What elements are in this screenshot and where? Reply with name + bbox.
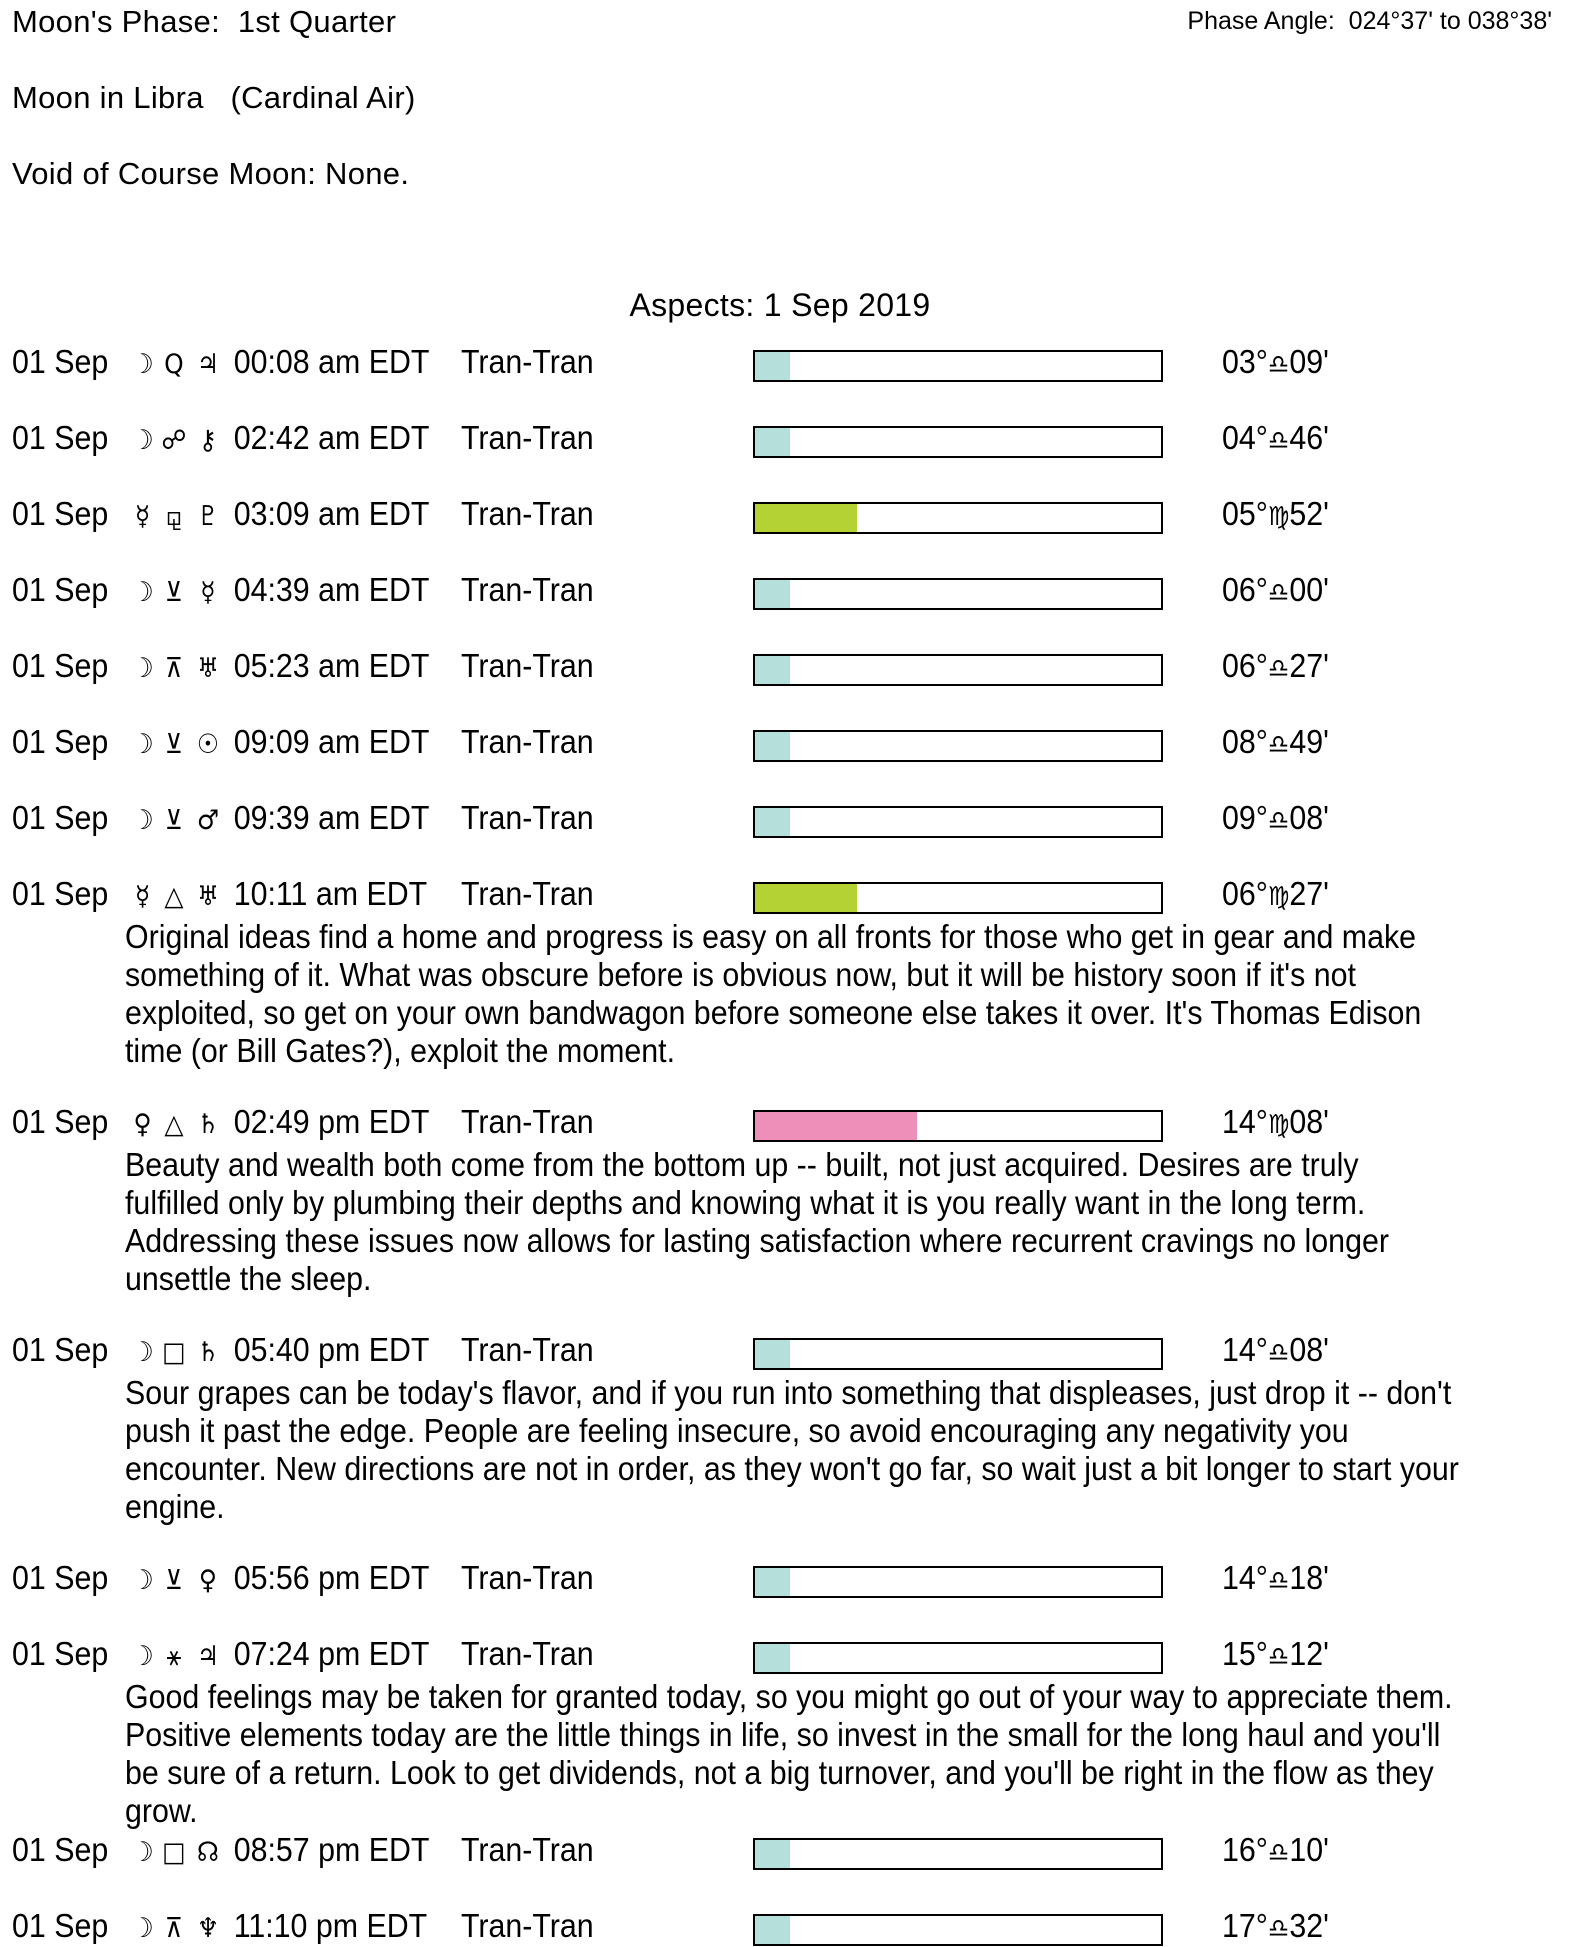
aspect-position: [1222, 723, 1329, 761]
planet1-glyph-icon: ☽: [131, 1565, 154, 1596]
position-degrees: 05°: [1222, 495, 1268, 532]
planet1-glyph-icon: ☽: [131, 729, 154, 760]
planet2-glyph-icon: ☉: [196, 729, 220, 760]
aspect-kind: Tran-Tran: [460, 419, 594, 456]
aspect-glyph-icon: ⚹: [166, 1641, 182, 1672]
aspect-date: 01 Sep: [12, 1907, 109, 1944]
moon-phase-line: [12, 4, 396, 40]
planet2-glyph-icon: ♇: [196, 501, 220, 532]
moon-phase-label: Moon's Phase:: [12, 4, 220, 39]
position-degrees: 06°: [1222, 875, 1268, 912]
planet1-glyph-icon: ♀: [133, 1109, 152, 1140]
strength-bar-fill: [755, 1916, 790, 1944]
position-minutes: 46': [1289, 419, 1329, 456]
strength-bar-fill: [755, 1644, 790, 1672]
aspect-text: [12, 571, 594, 609]
aspect-date: 01 Sep: [12, 1831, 109, 1868]
position-degrees: 08°: [1222, 723, 1268, 760]
aspect-date: 01 Sep: [12, 875, 109, 912]
aspect-row: [0, 1907, 1590, 1947]
aspect-glyph-icon: ⊻: [164, 1565, 184, 1596]
planet1-glyph-icon: ☽: [131, 1641, 154, 1672]
aspect-time: 05:56 pm EDT: [233, 1559, 430, 1596]
planet1-glyph-icon: ☿: [135, 881, 151, 912]
zodiac-sign-icon: ♎: [1267, 1838, 1290, 1868]
aspect-position: [1222, 799, 1329, 837]
aspect-text: [12, 1331, 594, 1369]
moon-phase-value: 1st Quarter: [237, 4, 397, 39]
strength-bar-fill: [755, 808, 790, 836]
planet1-glyph-icon: ☽: [131, 805, 154, 836]
strength-bar-fill: [755, 1568, 790, 1596]
aspect-date: 01 Sep: [12, 571, 109, 608]
zodiac-sign-icon: ♎: [1267, 730, 1290, 760]
planet1-glyph-icon: ☽: [131, 577, 154, 608]
strength-bar: [753, 350, 1163, 382]
aspect-row: [0, 647, 1590, 687]
planet2-glyph-icon: ♅: [196, 881, 220, 912]
strength-bar: [753, 426, 1163, 458]
aspect-text: [12, 1559, 594, 1597]
planet1-glyph-icon: ☽: [131, 1913, 154, 1944]
position-minutes: 27': [1289, 647, 1329, 684]
aspect-glyph-icon: ⊼: [164, 653, 184, 684]
aspect-kind: Tran-Tran: [460, 1559, 594, 1596]
aspect-date: 01 Sep: [12, 1559, 109, 1596]
position-minutes: 08': [1289, 799, 1329, 836]
aspect-kind: Tran-Tran: [460, 495, 594, 532]
position-degrees: 06°: [1222, 647, 1268, 684]
zodiac-sign-icon: ♍: [1267, 1110, 1290, 1140]
aspect-date: 01 Sep: [12, 723, 109, 760]
aspect-row: [0, 799, 1590, 839]
zodiac-sign-icon: ♎: [1267, 1642, 1290, 1672]
aspect-position: [1222, 343, 1329, 381]
aspect-position: [1222, 419, 1329, 457]
position-minutes: 08': [1289, 1103, 1329, 1140]
void-of-course-moon: Void of Course Moon: None.: [12, 156, 410, 191]
aspect-date: 01 Sep: [12, 1635, 109, 1672]
strength-bar: [753, 1642, 1163, 1674]
aspect-position: [1222, 1103, 1329, 1141]
position-minutes: 27': [1289, 875, 1329, 912]
aspect-position: [1222, 1907, 1329, 1945]
aspect-kind: Tran-Tran: [460, 1331, 594, 1368]
aspect-kind: Tran-Tran: [460, 647, 594, 684]
aspect-row: [0, 571, 1590, 611]
aspect-glyph-icon: △: [164, 881, 184, 912]
aspect-time: 03:09 am EDT: [233, 495, 430, 532]
zodiac-sign-icon: ♎: [1267, 426, 1290, 456]
planet1-glyph-icon: ☿: [135, 501, 151, 532]
strength-bar-fill: [755, 1840, 790, 1868]
strength-bar-fill: [755, 732, 790, 760]
aspect-time: 07:24 pm EDT: [233, 1635, 430, 1672]
position-minutes: 10': [1289, 1831, 1329, 1868]
zodiac-sign-icon: ♎: [1267, 806, 1290, 836]
aspect-text: [12, 723, 594, 761]
aspect-glyph-icon: □: [162, 1337, 186, 1368]
aspect-description: Sour grapes can be today's flavor, and if you run into something that displeases, just drop it -- don't push it past the edge. People are feeling insecure, so avoid encouraging any negativity you encounter. New directions are not in order, as they won't go far, so wait just a bit longer to start your engine.: [125, 1374, 1459, 1525]
aspect-text: [12, 1907, 594, 1945]
aspect-position: [1222, 1831, 1329, 1869]
strength-bar-fill: [755, 1340, 790, 1368]
strength-bar: [753, 654, 1163, 686]
aspect-kind: Tran-Tran: [460, 1103, 594, 1140]
strength-bar-fill: [755, 1112, 917, 1140]
moon-sign-detail: (Cardinal Air): [230, 80, 416, 115]
strength-bar: [753, 1338, 1163, 1370]
aspect-kind: Tran-Tran: [460, 571, 594, 608]
planet2-glyph-icon: ☊: [196, 1837, 219, 1868]
aspect-row: [0, 723, 1590, 763]
aspect-time: 02:49 pm EDT: [233, 1103, 430, 1140]
aspect-position: [1222, 1331, 1329, 1369]
aspect-text: [12, 495, 594, 533]
aspect-kind: Tran-Tran: [460, 799, 594, 836]
strength-bar: [753, 1914, 1163, 1946]
planet1-glyph-icon: ☽: [131, 1337, 154, 1368]
strength-bar-fill: [755, 428, 790, 456]
planet2-glyph-icon: ♆: [196, 1913, 220, 1944]
planet1-glyph-icon: ☽: [131, 425, 154, 456]
aspect-row: [0, 1635, 1590, 1675]
aspect-time: 11:10 pm EDT: [233, 1907, 428, 1944]
aspect-time: 05:40 pm EDT: [233, 1331, 430, 1368]
strength-bar: [753, 1838, 1163, 1870]
planet1-glyph-icon: ☽: [131, 653, 154, 684]
aspect-time: 00:08 am EDT: [233, 343, 430, 380]
zodiac-sign-icon: ♍: [1267, 882, 1290, 912]
moon-sign-line: [12, 80, 416, 116]
aspect-glyph-icon: ⊻: [164, 805, 184, 836]
aspect-text: [12, 875, 594, 913]
aspect-glyph-icon: ☍: [161, 425, 187, 456]
aspect-date: 01 Sep: [12, 1103, 109, 1140]
aspect-text: [12, 647, 594, 685]
aspect-glyph-icon: △: [164, 1109, 184, 1140]
aspect-row: [0, 875, 1590, 915]
aspect-description: Original ideas find a home and progress is easy on all fronts for those who get in gear and make something of it. What was obscure before is obvious now, but it will be history soon if it's not exploited, so get on your own bandwagon before someone else takes it over. It's Thomas Edison time (or Bill Gates?), exploit the moment.: [125, 918, 1422, 1069]
planet2-glyph-icon: ♃: [196, 1641, 220, 1672]
planet2-glyph-icon: ♄: [196, 1337, 220, 1368]
zodiac-sign-icon: ♎: [1267, 654, 1290, 684]
aspect-kind: Tran-Tran: [460, 875, 594, 912]
position-degrees: 14°: [1222, 1559, 1268, 1596]
aspect-date: 01 Sep: [12, 343, 109, 380]
strength-bar-fill: [755, 580, 790, 608]
zodiac-sign-icon: ♎: [1267, 578, 1290, 608]
aspect-glyph-icon: Q: [164, 349, 184, 380]
strength-bar: [753, 502, 1163, 534]
strength-bar-fill: [755, 504, 857, 532]
aspect-date: 01 Sep: [12, 647, 109, 684]
planet2-glyph-icon: ♂: [196, 805, 220, 836]
aspect-text: [12, 1635, 594, 1673]
strength-bar: [753, 578, 1163, 610]
planet1-glyph-icon: ☽: [131, 349, 154, 380]
strength-bar: [753, 882, 1163, 914]
position-minutes: 18': [1289, 1559, 1329, 1596]
aspect-glyph-icon: ⚼: [165, 501, 183, 532]
aspect-time: 09:09 am EDT: [233, 723, 430, 760]
aspect-row: [0, 1103, 1590, 1143]
planet1-glyph-icon: ☽: [131, 1837, 154, 1868]
moon-sign-label: Moon in Libra: [12, 80, 204, 115]
aspect-position: [1222, 1635, 1329, 1673]
position-degrees: 14°: [1222, 1331, 1268, 1368]
aspect-row: [0, 1331, 1590, 1371]
phase-angle-label: Phase Angle:: [1187, 7, 1335, 35]
aspect-time: 08:57 pm EDT: [233, 1831, 430, 1868]
aspect-date: 01 Sep: [12, 1331, 109, 1368]
aspect-glyph-icon: ⊻: [164, 577, 184, 608]
strength-bar-fill: [755, 656, 790, 684]
position-minutes: 08': [1289, 1331, 1329, 1368]
aspect-glyph-icon: □: [162, 1837, 186, 1868]
position-degrees: 16°: [1222, 1831, 1268, 1868]
planet2-glyph-icon: ⚷: [198, 425, 218, 456]
planet2-glyph-icon: ♄: [196, 1109, 220, 1140]
aspect-row: [0, 495, 1590, 535]
aspect-row: [0, 343, 1590, 383]
position-minutes: 00': [1289, 571, 1329, 608]
aspect-text: [12, 799, 594, 837]
aspect-date: 01 Sep: [12, 419, 109, 456]
aspect-kind: Tran-Tran: [460, 723, 594, 760]
aspect-row: [0, 419, 1590, 459]
aspect-description: Good feelings may be taken for granted today, so you might go out of your way to appreciate them. Positive elements today are the little things in life, so invest in the small for the long haul and you'll be sure of a return. Look to get dividends, not a big turnover, and you'll be right in the flow as they grow.: [125, 1678, 1453, 1829]
position-degrees: 06°: [1222, 571, 1268, 608]
zodiac-sign-icon: ♎: [1267, 1914, 1290, 1944]
phase-angle-value: 024°37' to 038°38': [1348, 7, 1552, 35]
position-minutes: 52': [1289, 495, 1329, 532]
planet2-glyph-icon: ♃: [196, 349, 220, 380]
aspect-time: 04:39 am EDT: [233, 571, 430, 608]
aspect-kind: Tran-Tran: [460, 1831, 594, 1868]
strength-bar: [753, 1566, 1163, 1598]
aspect-date: 01 Sep: [12, 495, 109, 532]
zodiac-sign-icon: ♍: [1267, 502, 1290, 532]
aspect-glyph-icon: ⊼: [164, 1913, 184, 1944]
aspect-position: [1222, 647, 1329, 685]
aspect-text: [12, 1103, 594, 1141]
phase-angle: [1187, 7, 1552, 36]
aspect-position: [1222, 1559, 1329, 1597]
aspect-time: 02:42 am EDT: [233, 419, 430, 456]
strength-bar-fill: [755, 884, 857, 912]
aspect-text: [12, 1831, 594, 1869]
aspect-kind: Tran-Tran: [460, 1635, 594, 1672]
position-degrees: 09°: [1222, 799, 1268, 836]
aspect-text: [12, 419, 594, 457]
zodiac-sign-icon: ♎: [1267, 1566, 1290, 1596]
aspect-kind: Tran-Tran: [460, 343, 594, 380]
position-degrees: 14°: [1222, 1103, 1268, 1140]
strength-bar: [753, 730, 1163, 762]
strength-bar: [753, 1110, 1163, 1142]
aspect-time: 09:39 am EDT: [233, 799, 430, 836]
planet2-glyph-icon: ♀: [198, 1565, 218, 1596]
position-minutes: 12': [1289, 1635, 1329, 1672]
position-degrees: 17°: [1222, 1907, 1268, 1944]
aspect-row: [0, 1831, 1590, 1871]
planet2-glyph-icon: ☿: [200, 577, 216, 608]
strength-bar-fill: [755, 352, 790, 380]
aspects-title: Aspects: 1 Sep 2019: [629, 287, 931, 323]
aspect-description: Beauty and wealth both come from the bottom up -- built, not just acquired. Desires are truly fulfilled only by plumbing their depths and knowing what it is you really want in the long term. Addressing these issues now allows for lasting satisfaction where recurrent cravings no longer unsettle the sleep.: [125, 1146, 1389, 1297]
position-degrees: 03°: [1222, 343, 1268, 380]
aspect-position: [1222, 495, 1329, 533]
aspect-row: [0, 1559, 1590, 1599]
position-minutes: 09': [1289, 343, 1329, 380]
aspect-position: [1222, 875, 1329, 913]
position-minutes: 49': [1289, 723, 1329, 760]
zodiac-sign-icon: ♎: [1267, 350, 1290, 380]
position-degrees: 15°: [1222, 1635, 1268, 1672]
planet2-glyph-icon: ♅: [196, 653, 220, 684]
strength-bar: [753, 806, 1163, 838]
aspect-glyph-icon: ⊻: [164, 729, 184, 760]
aspect-time: 05:23 am EDT: [233, 647, 430, 684]
aspect-kind: Tran-Tran: [460, 1907, 594, 1944]
zodiac-sign-icon: ♎: [1267, 1338, 1290, 1368]
aspect-text: [12, 343, 594, 381]
aspect-time: 10:11 am EDT: [233, 875, 428, 912]
aspect-date: 01 Sep: [12, 799, 109, 836]
position-minutes: 32': [1289, 1907, 1329, 1944]
position-degrees: 04°: [1222, 419, 1268, 456]
aspect-position: [1222, 571, 1329, 609]
